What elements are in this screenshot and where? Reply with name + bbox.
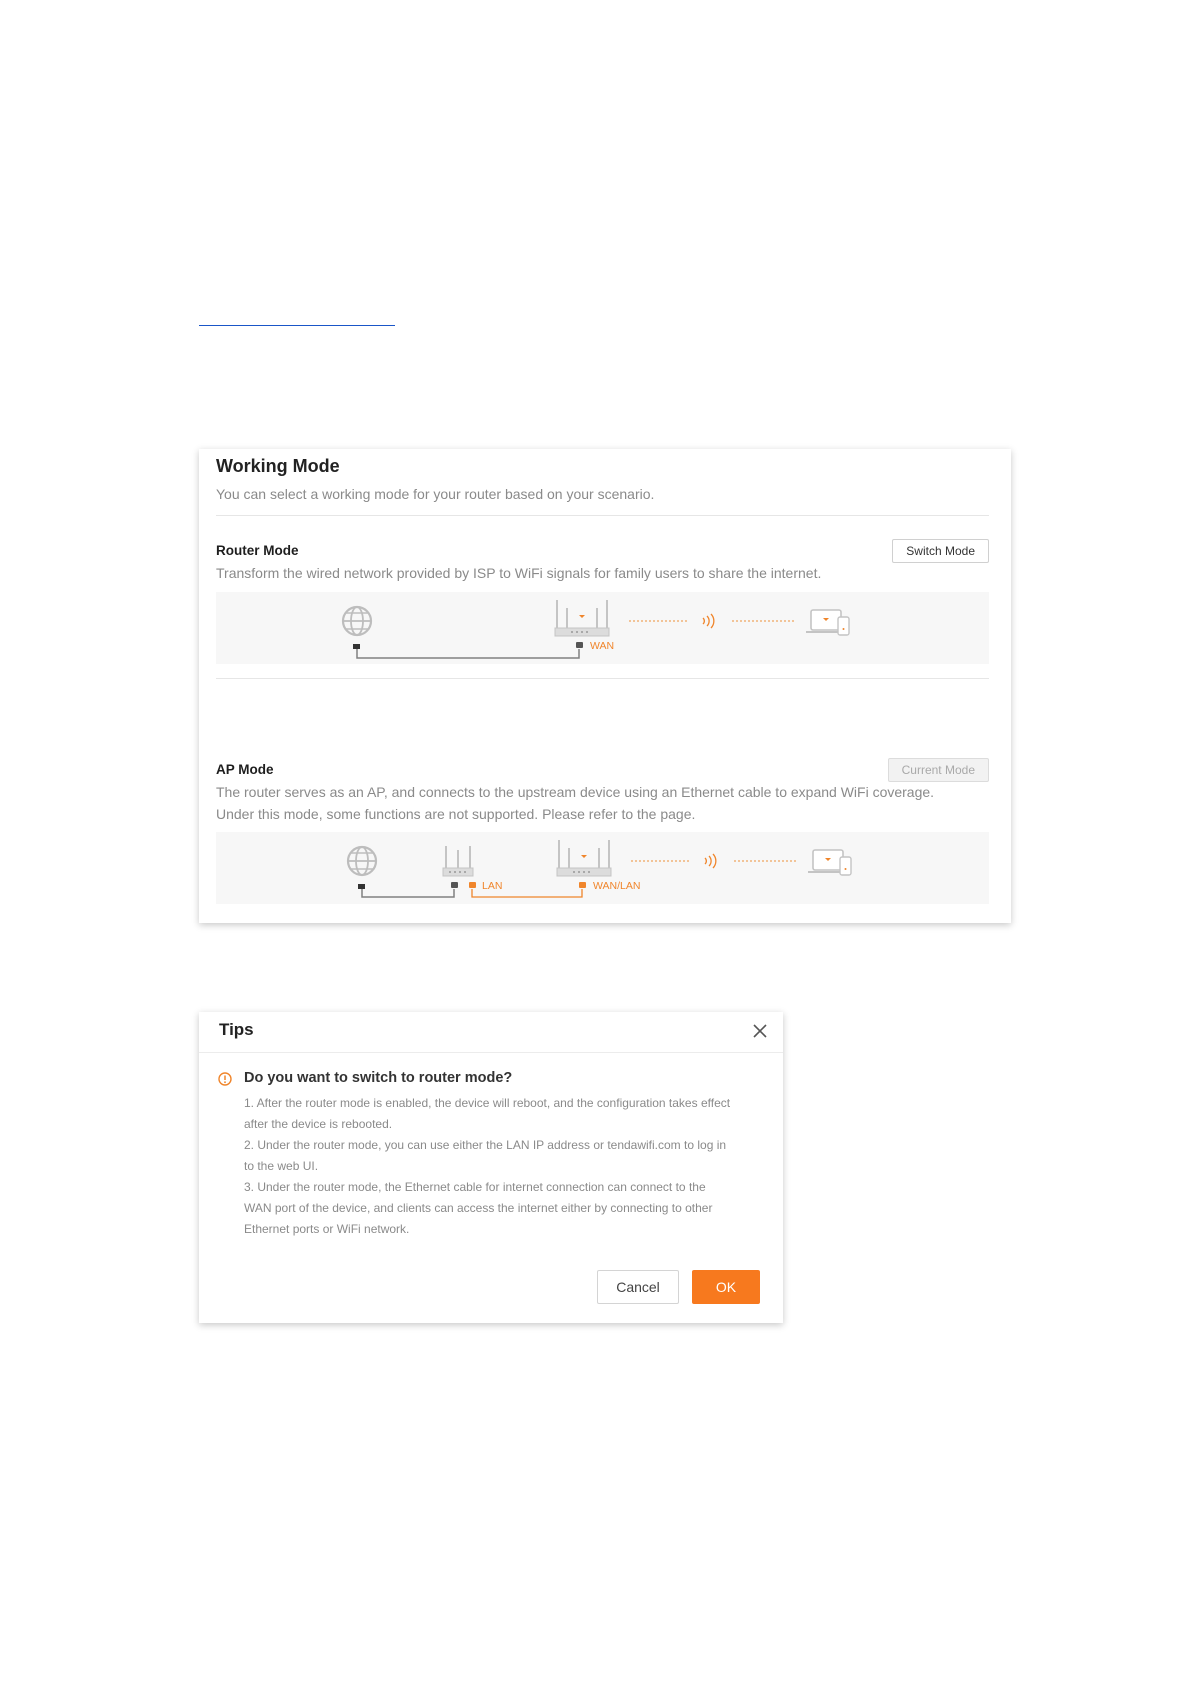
port-icon: [451, 882, 458, 888]
globe-icon: [348, 847, 376, 875]
tips-dialog: [199, 1012, 783, 1323]
globe-icon: [343, 607, 371, 635]
panel-title: Working Mode: [216, 456, 340, 476]
note-line: to the web UI.: [244, 1159, 319, 1173]
ap-mode-description-line2: Under this mode, some functions are not supported. Please refer to the page.: [216, 806, 696, 822]
ap-mode-description-line1: The router serves as an AP, and connects to the upstream device using an Ethernet cable to expand WiFi coverage.: [216, 784, 935, 800]
ethernet-cable: [357, 649, 579, 658]
ok-button[interactable]: OK: [692, 1270, 760, 1304]
cable-plug-icon: [358, 884, 365, 889]
divider: [216, 515, 989, 516]
laptop-icon: [806, 610, 849, 635]
note-line: 3. Under the router mode, the Ethernet cable for internet connection can connect to the: [244, 1180, 706, 1194]
cable-plug-icon: [353, 644, 360, 649]
wifi-signal-icon: [703, 614, 714, 628]
panel-subtitle: You can select a working mode for your router based on your scenario.: [216, 486, 655, 502]
router-mode-description: Transform the wired network provided by ISP to WiFi signals for family users to share the internet.: [216, 565, 822, 581]
warning-icon: [218, 1072, 232, 1086]
port-icon: [469, 882, 476, 888]
wifi-signal-icon: [705, 854, 716, 868]
note-line: 1. After the router mode is enabled, the device will reboot, and the configuration takes effect: [244, 1096, 731, 1110]
note-line: 2. Under the router mode, you can use either the LAN IP address or tendawifi.com to log in: [244, 1138, 727, 1152]
router-icon: [557, 840, 611, 876]
lan-port-label: LAN: [482, 880, 503, 892]
note-line: WAN port of the device, and clients can access the internet either by connecting to other: [244, 1201, 713, 1215]
dialog-header: [199, 1012, 783, 1053]
ethernet-cable: [362, 889, 454, 897]
ap-mode-diagram: [216, 832, 989, 904]
router-icon: [443, 846, 473, 876]
router-icon: [555, 600, 609, 636]
router-mode-title: Router Mode: [216, 543, 299, 558]
link-underline: [199, 325, 395, 326]
router-mode-diagram: [216, 592, 989, 664]
divider: [216, 678, 989, 679]
port-icon: [576, 642, 583, 648]
cancel-button[interactable]: Cancel: [597, 1270, 679, 1304]
switch-mode-button[interactable]: Switch Mode: [892, 539, 989, 563]
wanlan-port-label: WAN/LAN: [593, 880, 641, 892]
wan-port-label: WAN: [590, 640, 615, 652]
dialog-notes: [244, 1093, 764, 1240]
current-mode-button[interactable]: Current Mode: [888, 758, 989, 782]
port-icon: [579, 882, 586, 888]
note-line: Ethernet ports or WiFi network.: [244, 1222, 410, 1236]
ap-mode-title: AP Mode: [216, 762, 274, 777]
close-icon[interactable]: [751, 1022, 769, 1040]
laptop-icon: [808, 850, 851, 875]
note-line: after the device is rebooted.: [244, 1117, 393, 1131]
dialog-question: Do you want to switch to router mode?: [244, 1070, 513, 1086]
dialog-title: Tips: [219, 1020, 254, 1039]
working-mode-panel: [199, 449, 1011, 923]
